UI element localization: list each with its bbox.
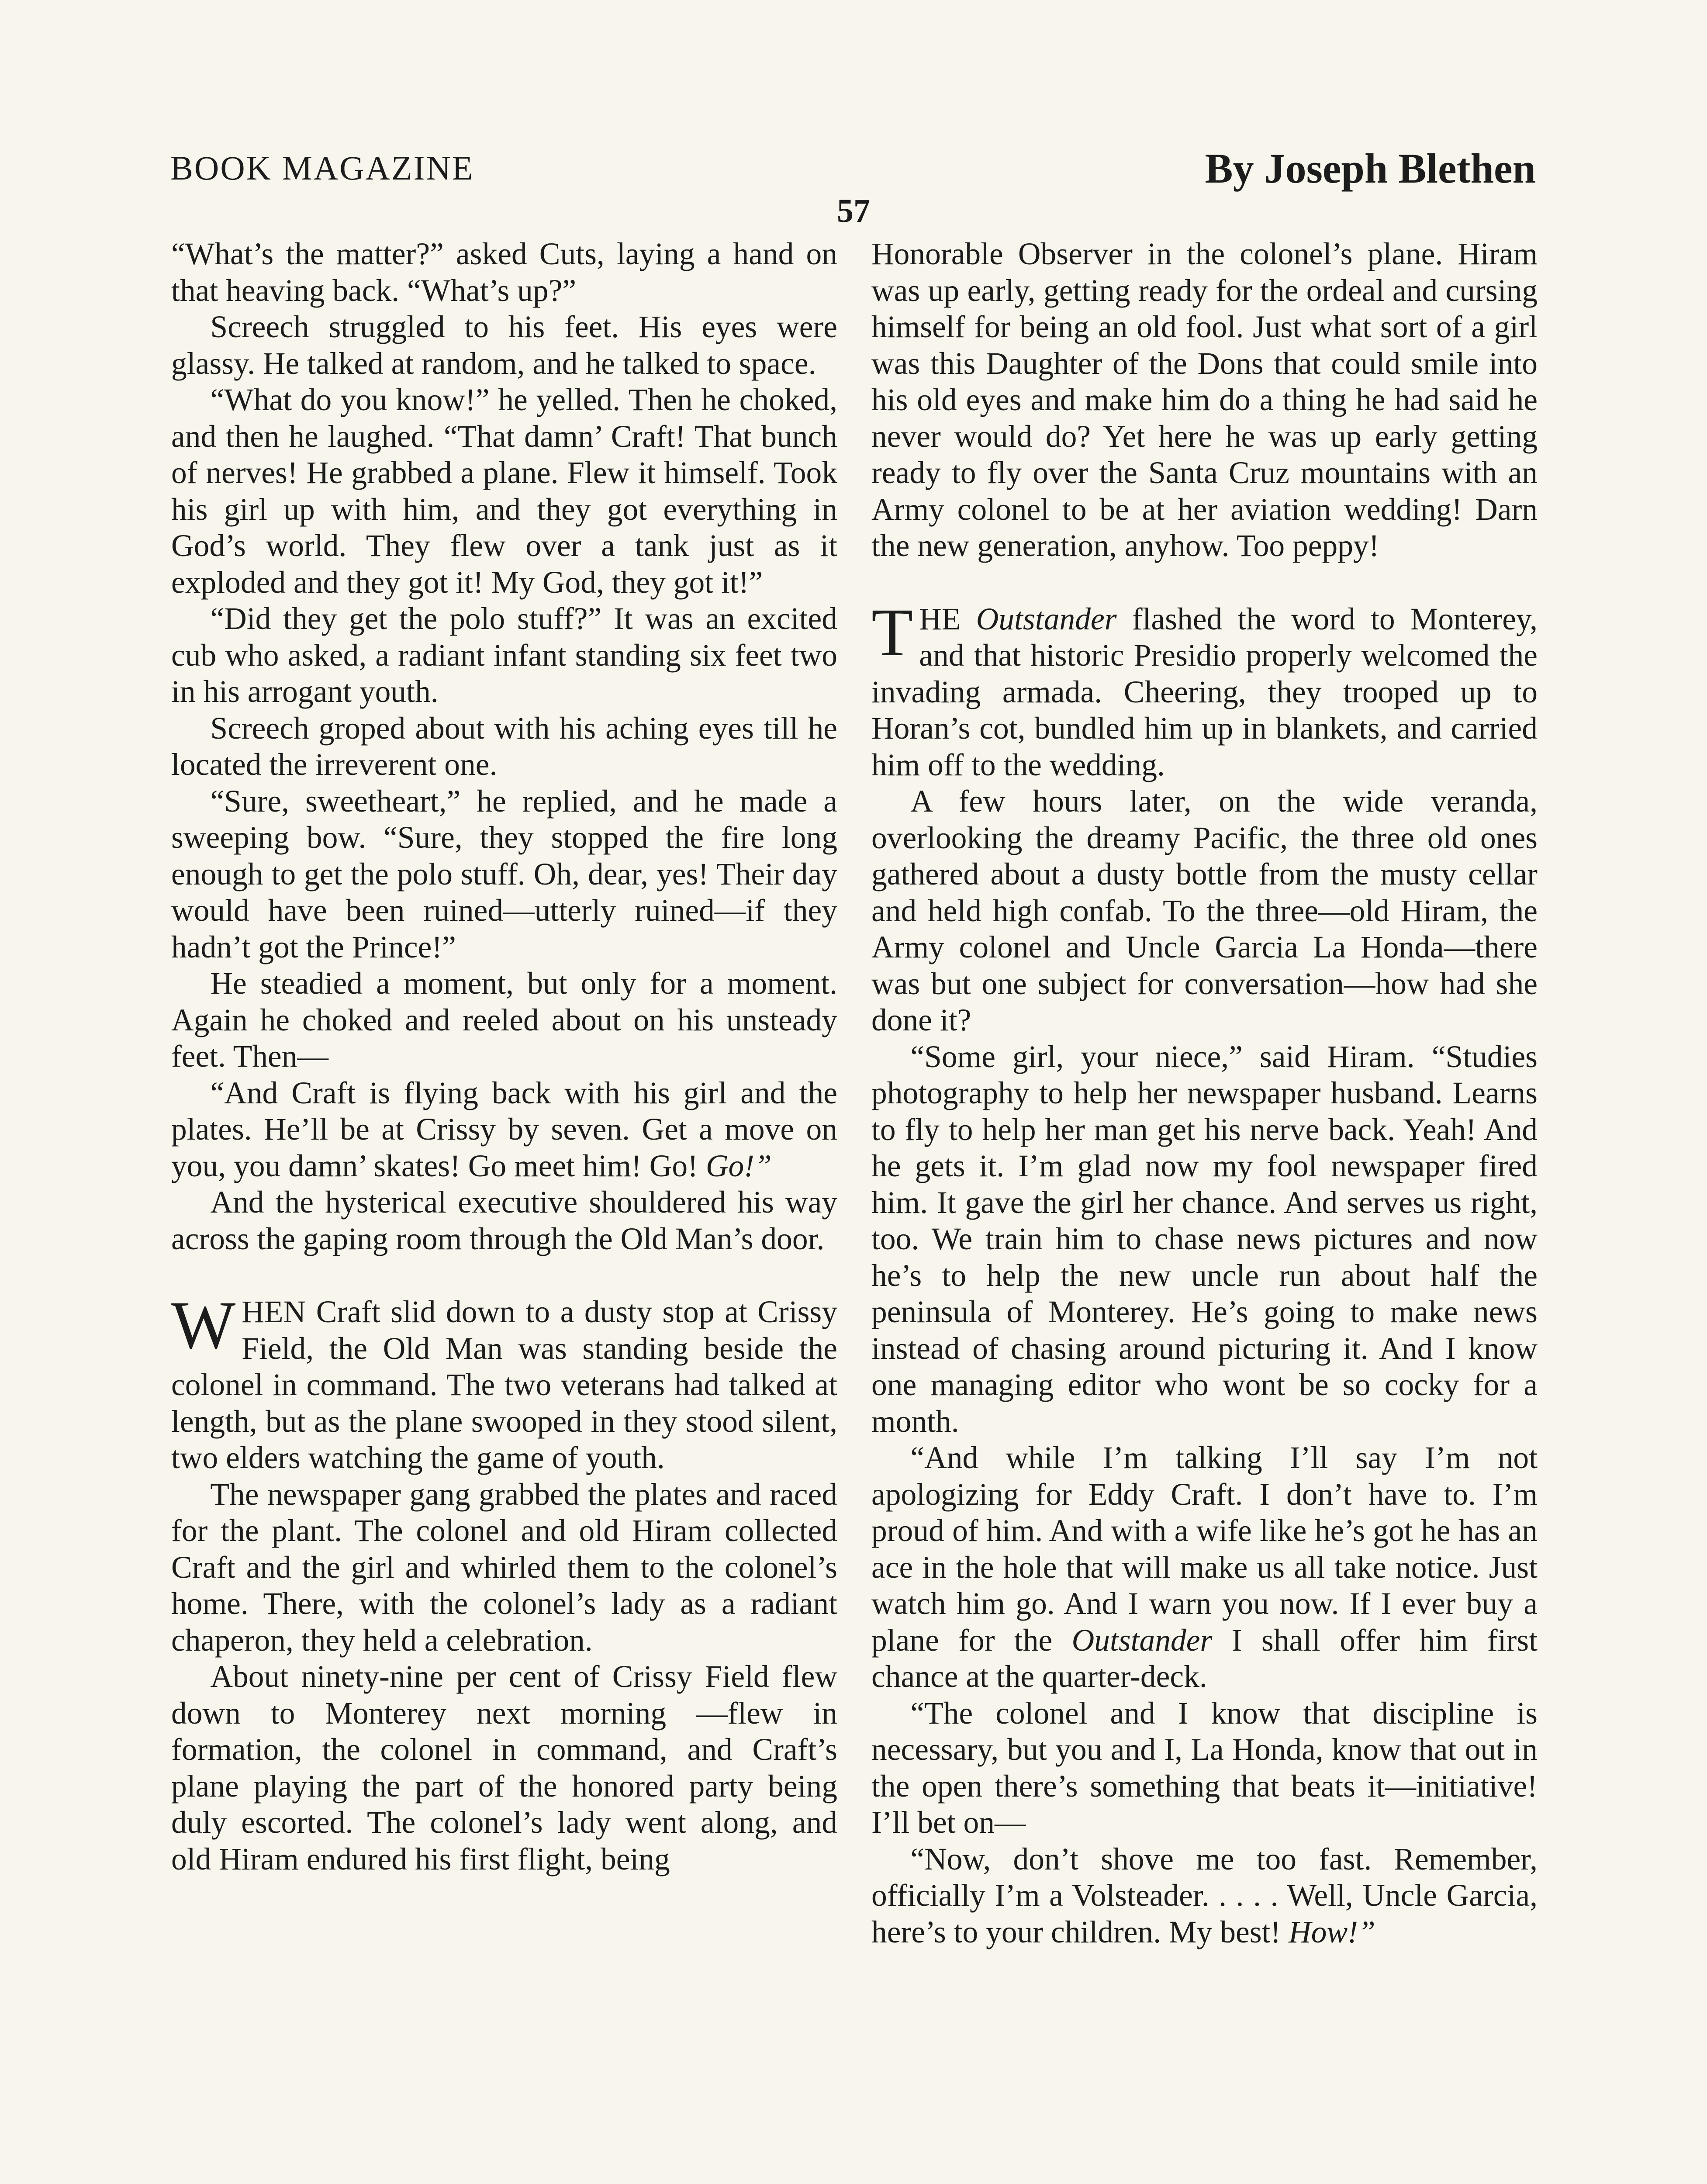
section-opening-paragraph	[871, 594, 1538, 784]
italic-exclamation: Go!”	[705, 1148, 772, 1183]
drop-cap: T	[871, 594, 913, 670]
drop-cap: W	[171, 1287, 236, 1363]
paragraph	[871, 1841, 1538, 1951]
italic-exclamation: How!”	[1289, 1914, 1375, 1949]
page-number: 57	[837, 193, 870, 229]
paragraph-text: “And while I’m talking I’ll say I’m not apologizing for Eddy Craft. I don’t have to. I’m proud of him. And with a wife like he’s got he has an ace in the hole that will make us all take notice. Just watch him go. And I warn you now. If I ever buy a plane for the	[871, 1441, 1538, 1658]
paragraph-text: I shall offer him first chance at the quarter-deck.	[871, 1623, 1538, 1694]
paragraph: Screech struggled to his feet. His eyes were glassy. He talked at random, and he talked to space.	[171, 310, 837, 381]
paragraph: About ninety-nine per cent of Crissy Field flew down to Monterey next morning —flew in formation, the colonel in command, and Craft’s plane playing the part of the honored party being duly escorted. The colonel’s lady went along, and old Hiram endured his first flight, being	[171, 1659, 837, 1876]
paragraph: A few hours later, on the wide veranda, overlooking the dreamy Pacific, the three old ones gathered about a dusty bottle from the musty cellar and held high confab. To the three—old Hiram, the Army colonel and Uncle Garcia La Honda—there was but one subject for conversation—how had she done it?	[871, 784, 1538, 1037]
paragraph: Screech groped about with his aching eyes till he located the irreverent one.	[171, 711, 837, 782]
small-caps-lead: HEN	[242, 1295, 306, 1329]
italic-title: Outstander	[1071, 1623, 1213, 1658]
paragraph-text: “Now, don’t shove me too fast. Remember, officially I’m a Volsteader. . . . . Well, Uncle Garcia, here’s to your children. My best!	[871, 1842, 1538, 1949]
running-header-left: BOOK MAGAZINE	[170, 149, 474, 187]
paragraph: “What’s the matter?” asked Cuts, laying a hand on that heaving back. “What’s up?”	[171, 237, 837, 308]
paragraph: “Sure, sweetheart,” he replied, and he made a sweeping bow. “Sure, they stopped the fire long enough to get the polo stuff. Oh, dear, yes! Their day would have been ruined—utterly ruined—if they hadn’t got the Prince!”	[171, 784, 837, 964]
paragraph: “Did they get the polo stuff?” It was an excited cub who asked, a radiant infant standing six feet two in his arrogant youth.	[171, 601, 837, 709]
paragraph: “What do you know!” he yelled. Then he choked, and then he laughed. “That damn’ Craft! That bunch of nerves! He grabbed a plane. Flew it himself. Took his girl up with him, and they got everything in God’s world. They flew over a tank just as it exploded and they got it! My God, they got it!”	[171, 383, 837, 600]
right-column	[871, 236, 1538, 1950]
paragraph: The newspaper gang grabbed the plates and raced for the plant. The colonel and old Hiram collected Craft and the girl and whirled them to the colonel’s home. There, with the colonel’s lady as a radiant chaperon, they held a celebration.	[171, 1477, 837, 1658]
section-opening-paragraph	[171, 1287, 837, 1476]
paragraph-text: “And Craft is flying back with his girl and the plates. He’ll be at Crissy by seven. Get a move on you, you damn’ skates! Go meet him! Go!	[171, 1075, 837, 1183]
paragraph-text: flashed the word to Monterey, and that historic Presidio properly welcomed the invading armada. Cheering, they trooped up to Horan’s cot, bundled him up in blankets, and carried him off to the wedding.	[871, 601, 1538, 782]
paragraph: “The colonel and I know that discipline is necessary, but you and I, La Honda, know that out in the open there’s something that beats it—initiative! I’ll bet on—	[871, 1696, 1538, 1840]
paragraph: “Some girl, your niece,” said Hiram. “Studies photography to help her newspaper husband. Learns to fly to help her man get his nerve back. Yeah! And he gets it. I’m glad now my fool newspaper fired him. It gave the girl her chance. And serves us right, too. We train him to chase news pictures and now he’s to help the new uncle run about half the peninsula of Monterey. He’s going to make news instead of chasing around picturing it. And I know one managing editor who wont be so cocky for a month.	[871, 1039, 1538, 1439]
small-caps-lead: HE	[919, 601, 961, 636]
paragraph: And the hysterical executive shouldered his way across the gaping room through the Old Man’s door.	[171, 1185, 837, 1256]
paragraph-text: Craft slid down to a dusty stop at Crissy Field, the Old Man was standing beside the colonel in command. The two veterans had talked at length, but as the plane swooped in they stood silent, two elders watching the game of youth.	[171, 1295, 837, 1475]
paragraph	[171, 1075, 837, 1185]
italic-title: Outstander	[976, 601, 1117, 636]
paragraph: Honorable Observer in the colonel’s plane. Hiram was up early, getting ready for the ordeal and cursing himself for being an old fool. Just what sort of a girl was this Daughter of the Dons that could smile into his old eyes and make him do a thing he had said he never would do? Yet here he was up early getting ready to fly over the Santa Cruz mountains with an Army colonel to be at her aviation wedding! Darn the new generation, anyhow. Too peppy!	[871, 237, 1538, 563]
paragraph	[871, 1440, 1538, 1695]
running-header-right: By Joseph Blethen	[1205, 145, 1536, 192]
paragraph: He steadied a moment, but only for a moment. Again he choked and reeled about on his unsteady feet. Then—	[171, 966, 837, 1074]
left-column	[171, 236, 837, 1877]
